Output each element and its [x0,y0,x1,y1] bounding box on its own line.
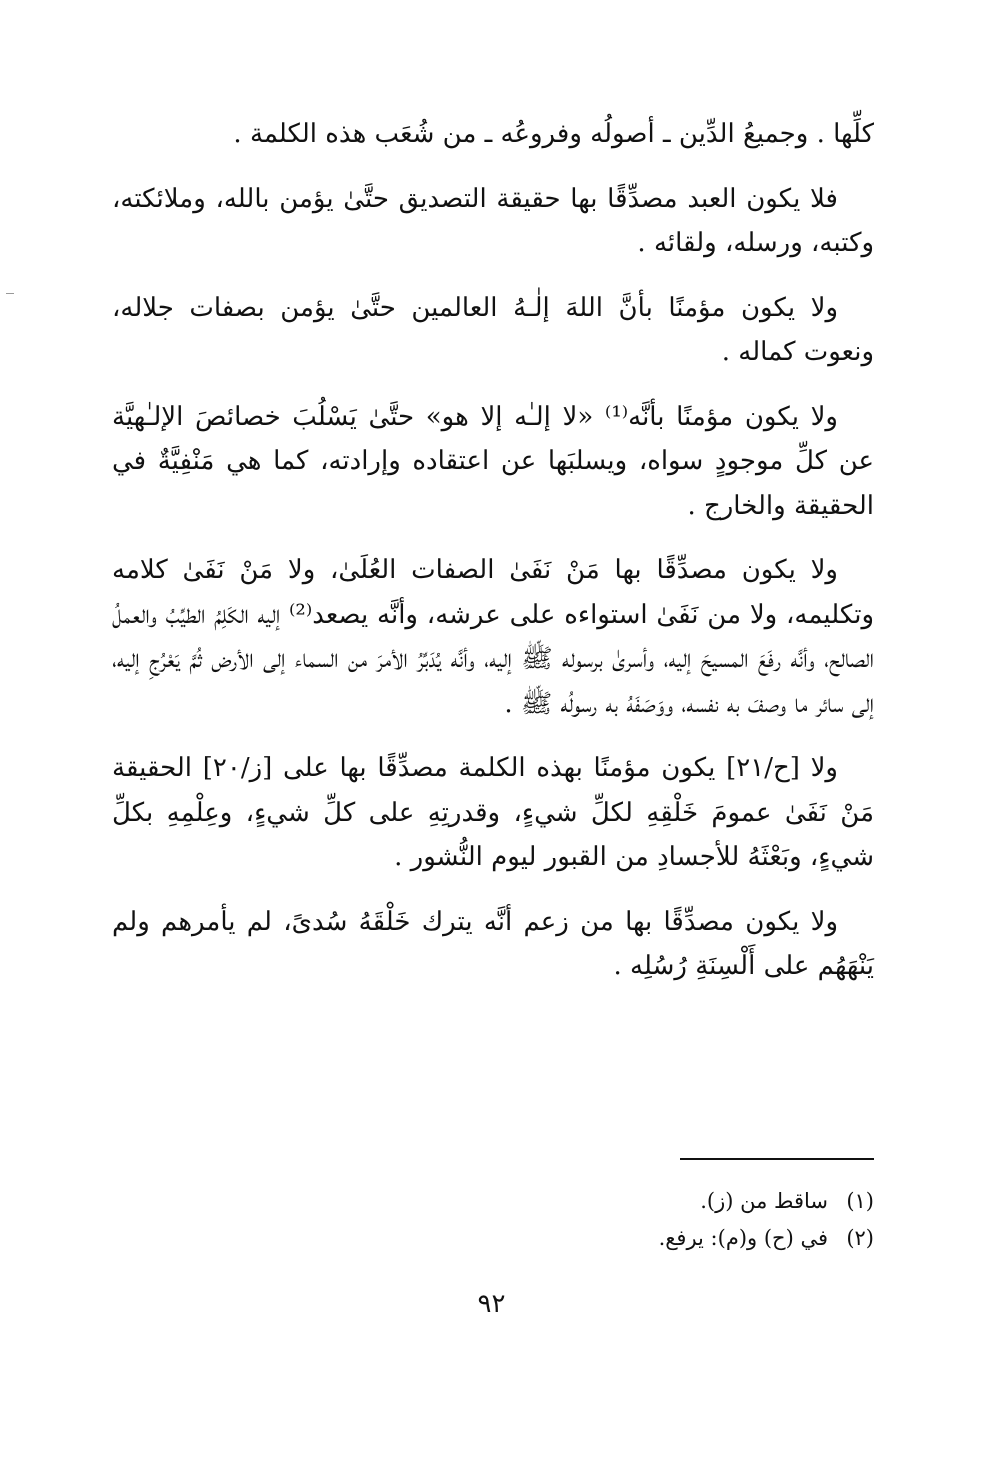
footnote-text: ساقط من (ز). [700,1189,828,1213]
footnote-text: في (ح) و(م): يرفع. [658,1226,828,1250]
main-text [112,112,874,1009]
paragraph: ولا يكون مصدِّقًا بها من زعم أنَّه يترك خَلْقَهُ سُدىً، لم يأمرهم ولم يَنْهَهُم على أَلْسِنَةِ رُسُلِه . [112,906,874,981]
footnote [112,1220,874,1257]
footnotes [112,1183,874,1257]
paragraph: ولا يكون مصدِّقًا بها مَنْ نَفَىٰ الصفات العُلَىٰ، ولا مَنْ نَفَىٰ كلامه وتكليمه، ولا من نَفَىٰ استواءه على عرشه، وأنَّه يصعد⁽²⁾ إليه الكَلِمُ الطيِّبُ والعملُ الصالح، وأنَّه رفَعَ المسيحَ إليه، وأسرىٰ برسوله ﷺ إليه، وأنَّه يُدَبِّرُ الأمرَ من السماء إلى الأرض ثُمَّ يَعْرُجِ إليه، إلى سائر ما وصفَ به نفسه، ووَصَفَهُ به رسولُه ﷺ . [112,555,874,719]
footnote-separator [680,1158,874,1160]
footnote [112,1183,874,1220]
footnote-number: (١) [846,1189,874,1213]
paragraph: ولا يكون مؤمنًا بأنَّ اللهَ إلٰـهُ العالمين حتَّىٰ يؤمن بصفات جلاله، ونعوت كماله . [112,292,874,367]
paragraph: ولا [ح/٢١] يكون مؤمنًا بهذه الكلمة مصدِّقًا بها على [ز/٢٠] الحقيقة مَنْ نَفَىٰ عمومَ خَلْقِهِ لكلِّ شيءٍ، وقدرتِهِ على كلِّ شيءٍ، وعِلْمِهِ بكلِّ شيءٍ، وبَعْثَهُ للأجسادِ من القبور ليوم النُّشور . [112,753,874,872]
margin-mark [6,293,14,294]
paragraph: ولا يكون مؤمنًا بأنَّه⁽¹⁾ «لا إلـٰه إلا هو» حتَّىٰ يَسْلُبَ خصائصَ الإلـٰهيَّة عن كلِّ موجودٍ سواه، ويسلبَها عن اعتقاده وإرادته، كما هي مَنْفِيَّةٌ في الحقيقة والخارج . [112,401,874,521]
page-number: ٩٢ [477,1289,506,1319]
footnote-number: (٢) [846,1226,874,1250]
paragraph: فلا يكون العبد مصدِّقًا بها حقيقة التصديق حتَّىٰ يؤمن بالله، وملائكته، وكتبه، ورسله، ولقائه . [112,183,874,258]
paragraph: كلِّها . وجميعُ الدِّين ـ أصولُه وفروعُه ـ من شُعَب هذه الكلمة . [233,119,874,149]
